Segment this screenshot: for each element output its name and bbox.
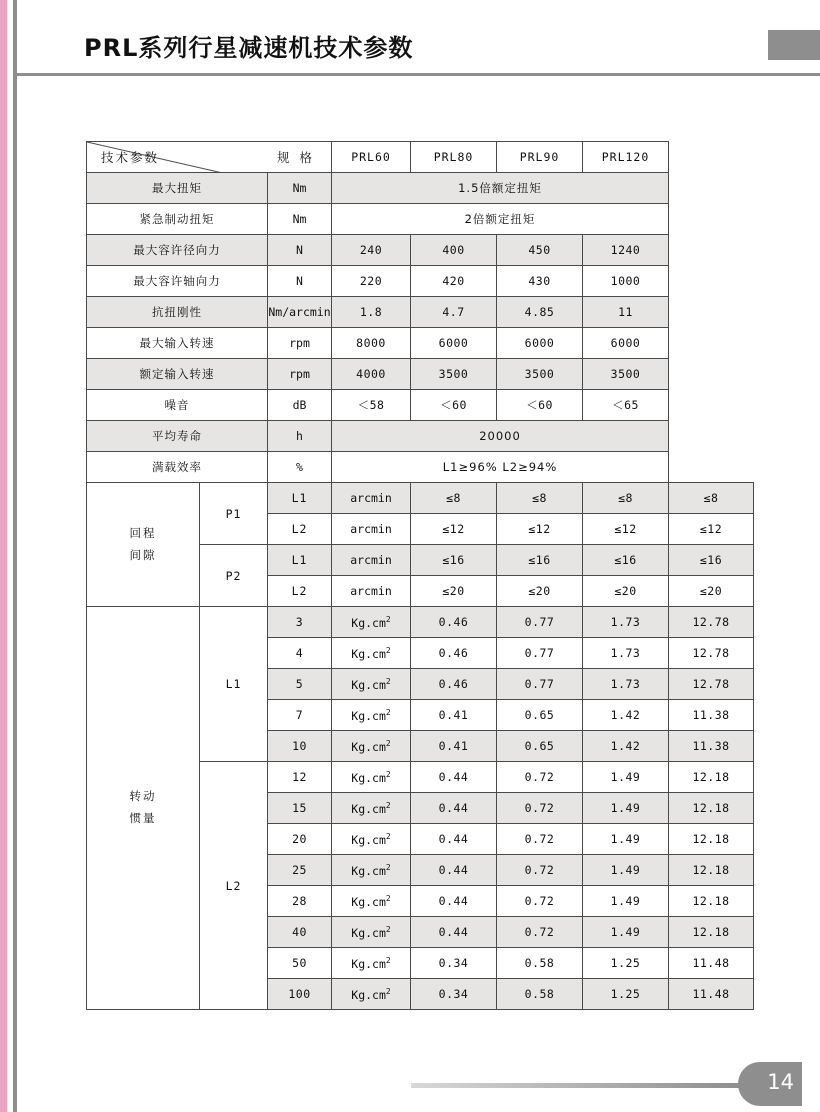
param-value-2: 6000 (497, 328, 583, 359)
backlash-stage-label: P1 (200, 483, 268, 545)
inertia-value-1: 0.72 (497, 917, 583, 948)
inertia-value-2: 1.49 (583, 793, 669, 824)
inertia-unit: $Kg.cm^2$ (332, 638, 411, 669)
param-name: 紧急制动扭矩 (87, 204, 268, 235)
inertia-ratio: 12 (268, 762, 332, 793)
param-unit: N (268, 235, 332, 266)
inertia-value-3: 12.78 (669, 669, 754, 700)
param-unit: Nm (268, 204, 332, 235)
backlash-value-2: ≤20 (583, 576, 669, 607)
table-corner-cell (87, 142, 332, 173)
inertia-value-2: 1.73 (583, 638, 669, 669)
backlash-value-1: ≤12 (497, 514, 583, 545)
param-value-3: 1000 (583, 266, 669, 297)
param-unit: rpm (268, 359, 332, 390)
inertia-value-2: 1.49 (583, 855, 669, 886)
inertia-value-1: 0.72 (497, 855, 583, 886)
param-value-0: 1.8 (332, 297, 411, 328)
param-span-value: 1.5倍额定扭矩 (332, 173, 669, 204)
spec-table-wrapper (86, 141, 753, 1010)
inertia-value-0: 0.44 (411, 762, 497, 793)
inertia-value-1: 0.72 (497, 824, 583, 855)
spec-axis-label: 规 格 (277, 150, 316, 165)
inertia-unit: $Kg.cm^2$ (332, 793, 411, 824)
backlash-value-3: ≤20 (669, 576, 754, 607)
param-row (87, 266, 754, 297)
inertia-value-2: 1.73 (583, 607, 669, 638)
inertia-value-2: 1.49 (583, 917, 669, 948)
spec-table (86, 141, 754, 1010)
inertia-value-3: 12.18 (669, 824, 754, 855)
param-name: 平均寿命 (87, 421, 268, 452)
param-value-2: 4.85 (497, 297, 583, 328)
inertia-ratio: 40 (268, 917, 332, 948)
inertia-unit: $Kg.cm^2$ (332, 886, 411, 917)
inertia-value-1: 0.72 (497, 762, 583, 793)
header-corner-block (768, 30, 820, 60)
footer-rule (411, 1083, 741, 1088)
param-row (87, 204, 754, 235)
inertia-value-2: 1.42 (583, 700, 669, 731)
page-title: PRL系列行星减速机技术参数 (84, 34, 414, 62)
inertia-stage-label: L1 (200, 607, 268, 762)
backlash-value-0: ≤20 (411, 576, 497, 607)
inertia-unit: $Kg.cm^2$ (332, 669, 411, 700)
param-name: 抗扭刚性 (87, 297, 268, 328)
inertia-value-2: 1.49 (583, 824, 669, 855)
backlash-value-1: ≤16 (497, 545, 583, 576)
param-value-1: 3500 (411, 359, 497, 390)
param-row (87, 297, 754, 328)
inertia-ratio: 28 (268, 886, 332, 917)
param-value-1: 4.7 (411, 297, 497, 328)
inertia-ratio: 10 (268, 731, 332, 762)
inertia-group-label: 转动 惯量 (87, 607, 200, 1010)
page-number: 14 (767, 1070, 794, 1094)
backlash-stage-label: P2 (200, 545, 268, 607)
inertia-value-2: 1.25 (583, 948, 669, 979)
param-name: 噪音 (87, 390, 268, 421)
param-value-0: 4000 (332, 359, 411, 390)
inertia-stage-label: L2 (200, 762, 268, 1010)
inertia-value-3: 11.38 (669, 700, 754, 731)
inertia-ratio: 20 (268, 824, 332, 855)
inertia-value-0: 0.44 (411, 855, 497, 886)
inertia-value-1: 0.77 (497, 607, 583, 638)
inertia-value-3: 12.18 (669, 886, 754, 917)
inertia-value-1: 0.58 (497, 979, 583, 1010)
inertia-value-0: 0.46 (411, 638, 497, 669)
inertia-ratio: 25 (268, 855, 332, 886)
inertia-value-1: 0.65 (497, 700, 583, 731)
inertia-value-1: 0.77 (497, 638, 583, 669)
param-unit: Nm/arcmin (268, 297, 332, 328)
backlash-value-1: ≤20 (497, 576, 583, 607)
table-header-row (87, 142, 754, 173)
backlash-value-3: ≤8 (669, 483, 754, 514)
backlash-unit: arcmin (332, 483, 411, 514)
param-row (87, 359, 754, 390)
inertia-unit: $Kg.cm^2$ (332, 855, 411, 886)
inertia-unit: $Kg.cm^2$ (332, 607, 411, 638)
param-value-1: ＜60 (411, 390, 497, 421)
param-name: 最大扭矩 (87, 173, 268, 204)
model-header-0: PRL60 (332, 142, 411, 173)
backlash-unit: arcmin (332, 545, 411, 576)
inertia-unit: $Kg.cm^2$ (332, 700, 411, 731)
param-value-3: ＜65 (583, 390, 669, 421)
param-value-0: 220 (332, 266, 411, 297)
param-unit: N (268, 266, 332, 297)
inertia-unit: $Kg.cm^2$ (332, 917, 411, 948)
param-unit: rpm (268, 328, 332, 359)
param-value-1: 400 (411, 235, 497, 266)
inertia-value-2: 1.25 (583, 979, 669, 1010)
inertia-value-1: 0.58 (497, 948, 583, 979)
backlash-line-label: L2 (268, 576, 332, 607)
inertia-value-3: 12.18 (669, 855, 754, 886)
param-value-2: ＜60 (497, 390, 583, 421)
inertia-value-0: 0.44 (411, 917, 497, 948)
param-value-2: 430 (497, 266, 583, 297)
param-span-value: 2倍额定扭矩 (332, 204, 669, 235)
param-row (87, 235, 754, 266)
param-value-3: 6000 (583, 328, 669, 359)
param-name: 最大容许径向力 (87, 235, 268, 266)
backlash-value-0: ≤16 (411, 545, 497, 576)
inertia-value-3: 12.78 (669, 607, 754, 638)
backlash-line-label: L1 (268, 483, 332, 514)
inertia-value-3: 12.18 (669, 762, 754, 793)
inertia-ratio: 100 (268, 979, 332, 1010)
inertia-value-2: 1.49 (583, 762, 669, 793)
model-header-3: PRL120 (583, 142, 669, 173)
param-row (87, 390, 754, 421)
inertia-value-3: 11.48 (669, 948, 754, 979)
param-value-3: 1240 (583, 235, 669, 266)
backlash-value-0: ≤12 (411, 514, 497, 545)
inertia-ratio: 7 (268, 700, 332, 731)
inertia-value-3: 11.38 (669, 731, 754, 762)
inertia-ratio: 3 (268, 607, 332, 638)
inertia-ratio: 5 (268, 669, 332, 700)
inertia-value-3: 12.18 (669, 793, 754, 824)
backlash-unit: arcmin (332, 514, 411, 545)
backlash-value-1: ≤8 (497, 483, 583, 514)
backlash-group-label: 回程 间隙 (87, 483, 200, 607)
inertia-ratio: 4 (268, 638, 332, 669)
inertia-ratio: 15 (268, 793, 332, 824)
inertia-value-2: 1.42 (583, 731, 669, 762)
inertia-value-2: 1.49 (583, 886, 669, 917)
backlash-value-3: ≤12 (669, 514, 754, 545)
inertia-value-2: 1.73 (583, 669, 669, 700)
param-value-2: 3500 (497, 359, 583, 390)
inertia-value-0: 0.46 (411, 669, 497, 700)
inertia-value-0: 0.44 (411, 886, 497, 917)
inertia-value-0: 0.41 (411, 731, 497, 762)
header-rule (17, 73, 820, 76)
backlash-row (87, 483, 754, 514)
param-name: 满载效率 (87, 452, 268, 483)
inertia-unit: $Kg.cm^2$ (332, 762, 411, 793)
backlash-value-2: ≤12 (583, 514, 669, 545)
param-unit: h (268, 421, 332, 452)
inertia-value-1: 0.65 (497, 731, 583, 762)
param-row (87, 173, 754, 204)
param-unit: % (268, 452, 332, 483)
inertia-unit: $Kg.cm^2$ (332, 731, 411, 762)
inertia-row (87, 607, 754, 638)
param-value-1: 6000 (411, 328, 497, 359)
inertia-value-0: 0.34 (411, 948, 497, 979)
inertia-value-1: 0.72 (497, 793, 583, 824)
spec-table-body (87, 142, 754, 1010)
backlash-value-2: ≤8 (583, 483, 669, 514)
inertia-value-3: 12.18 (669, 917, 754, 948)
inertia-value-1: 0.77 (497, 669, 583, 700)
backlash-line-label: L1 (268, 545, 332, 576)
decorative-grey-edge (13, 0, 17, 1112)
inertia-value-1: 0.72 (497, 886, 583, 917)
param-span-value: L1≥96% L2≥94% (332, 452, 669, 483)
model-header-2: PRL90 (497, 142, 583, 173)
param-value-0: ＜58 (332, 390, 411, 421)
param-name: 最大容许轴向力 (87, 266, 268, 297)
decorative-pink-edge (0, 0, 7, 1112)
param-name: 额定输入转速 (87, 359, 268, 390)
inertia-unit: $Kg.cm^2$ (332, 979, 411, 1010)
inertia-value-0: 0.34 (411, 979, 497, 1010)
param-value-3: 11 (583, 297, 669, 328)
inertia-ratio: 50 (268, 948, 332, 979)
param-value-1: 420 (411, 266, 497, 297)
inertia-value-0: 0.46 (411, 607, 497, 638)
param-name: 最大输入转速 (87, 328, 268, 359)
inertia-value-0: 0.41 (411, 700, 497, 731)
model-header-1: PRL80 (411, 142, 497, 173)
param-span-value: 20000 (332, 421, 669, 452)
param-row (87, 421, 754, 452)
param-row (87, 452, 754, 483)
param-unit: Nm (268, 173, 332, 204)
param-value-3: 3500 (583, 359, 669, 390)
param-row (87, 328, 754, 359)
backlash-unit: arcmin (332, 576, 411, 607)
param-value-0: 240 (332, 235, 411, 266)
inertia-value-3: 12.78 (669, 638, 754, 669)
backlash-value-2: ≤16 (583, 545, 669, 576)
inertia-unit: $Kg.cm^2$ (332, 948, 411, 979)
inertia-value-0: 0.44 (411, 793, 497, 824)
parameter-axis-label: 技术参数 (101, 150, 160, 165)
backlash-value-3: ≤16 (669, 545, 754, 576)
inertia-unit: $Kg.cm^2$ (332, 824, 411, 855)
param-value-2: 450 (497, 235, 583, 266)
param-value-0: 8000 (332, 328, 411, 359)
inertia-value-3: 11.48 (669, 979, 754, 1010)
backlash-line-label: L2 (268, 514, 332, 545)
backlash-value-0: ≤8 (411, 483, 497, 514)
param-unit: dB (268, 390, 332, 421)
inertia-value-0: 0.44 (411, 824, 497, 855)
